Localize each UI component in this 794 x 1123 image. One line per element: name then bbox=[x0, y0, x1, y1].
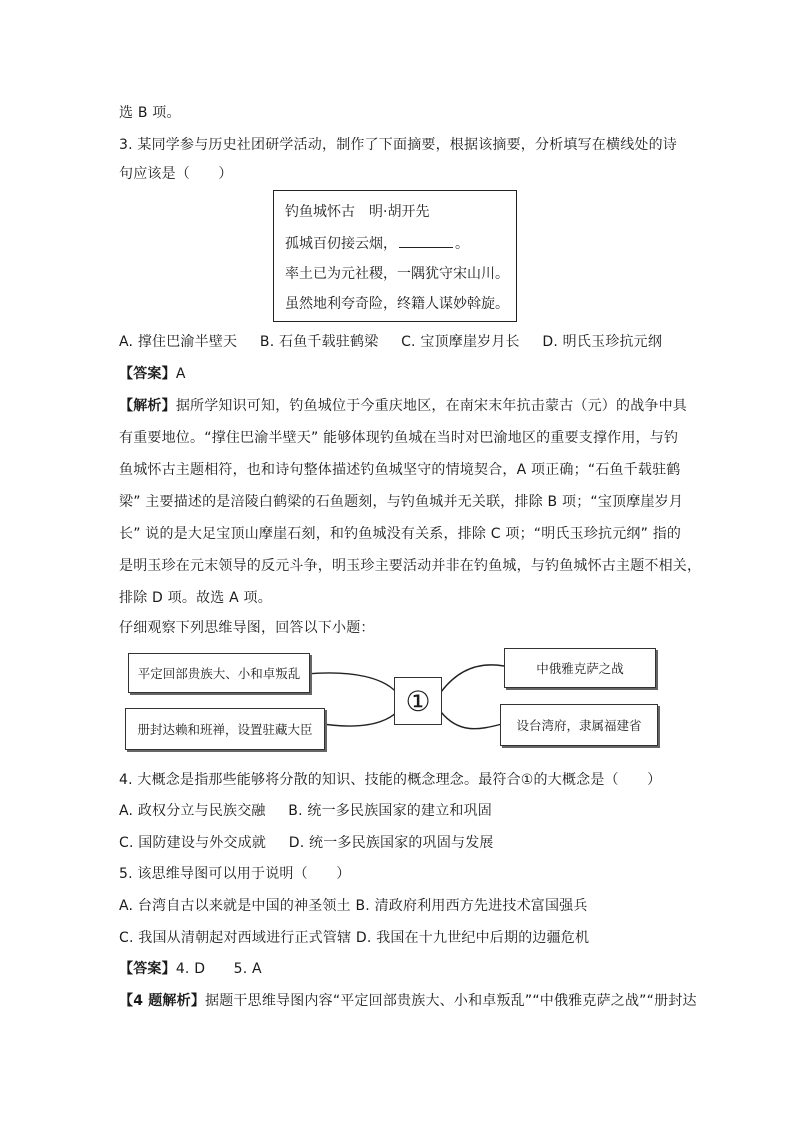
option-a: A. 撑住巴渝半壁天 bbox=[119, 334, 238, 350]
poem-line-1-end: 。 bbox=[455, 236, 469, 252]
mindmap-node-top-right: 中俄雅克萨之战 bbox=[504, 648, 656, 688]
q4-option-a: A. 政权分立与民族交融 bbox=[119, 803, 266, 819]
answer-4-5 bbox=[119, 959, 262, 979]
question-5-options-cd: C. 我国从清朝起对西域进行正式管辖 D. 我国在十九世纪中后期的边疆危机 bbox=[119, 930, 590, 946]
poem-line-1-text: 孤城百仞接云烟， bbox=[285, 236, 397, 252]
line-prev-answer: 选 B 项。 bbox=[119, 105, 181, 121]
question-5-stem: 5. 该思维导图可以用于说明（ ） bbox=[119, 866, 351, 882]
explanation-4-text: 据题干思维导图内容“平定回部贵族大、小和卓叛乱”“中俄雅克萨之战”“册封达 bbox=[205, 993, 697, 1009]
explanation-3-line-3: 鱼城怀古主题相符，也和诗句整体描述钓鱼城坚守的情境契合，A 项正确；“石鱼千载驻鹤 bbox=[119, 462, 681, 478]
explanation-3-line-5: 长” 说的是大足宝顶山摩崖石刻，和钓鱼城没有关系，排除 C 项；“明氏玉珍抗元纲” 指的 bbox=[119, 526, 682, 542]
poem-title: 钓鱼城怀古 明·胡开先 bbox=[285, 204, 430, 220]
q4-option-d: D. 统一多民族国家的巩固与发展 bbox=[288, 835, 494, 851]
answer-2-label: 【答案】 bbox=[119, 961, 176, 977]
option-d: D. 明氏玉珍抗元纲 bbox=[542, 334, 663, 350]
poem-line-3: 虽然地利夸奇险，终籍人谋妙斡旋。 bbox=[285, 296, 509, 312]
answer-value: A bbox=[175, 366, 186, 382]
explanation-4 bbox=[119, 991, 697, 1011]
poem-blank bbox=[399, 234, 453, 248]
q4-option-c: C. 国防建设与外交成就 bbox=[119, 835, 267, 851]
question-3-stem: 3. 某同学参与历史社团研学活动，制作了下面摘要，根据该摘要，分析填写在横线处的诗 bbox=[119, 137, 678, 153]
explanation-3-line-2: 有重要地位。“撑住巴渝半壁天” 能够体现钓鱼城在当时对巴渝地区的重要支撑作用，与钓 bbox=[119, 430, 679, 446]
poem-line-1 bbox=[285, 234, 469, 254]
mind-map bbox=[119, 646, 675, 756]
question-4-options-cd bbox=[119, 833, 512, 853]
answer-3 bbox=[119, 364, 186, 384]
explanation-3-line-1 bbox=[119, 396, 687, 416]
option-b: B. 石鱼千载驻鹤梁 bbox=[259, 334, 379, 350]
question-5-options-ab: A. 台湾自古以来就是中国的神圣领土 B. 清政府利用西方先进技术富国强兵 bbox=[119, 898, 588, 914]
question-4-options-ab bbox=[119, 801, 510, 821]
explanation-3-line-7: 排除 D 项。故选 A 项。 bbox=[119, 590, 272, 606]
explanation-4-label: 【4 题解析】 bbox=[119, 993, 206, 1009]
mindmap-node-bottom-left: 册封达赖和班禅，设置驻藏大臣 bbox=[125, 708, 325, 750]
mindmap-node-top-left: 平定回部贵族大、小和卓叛乱 bbox=[128, 653, 310, 693]
explanation-3-line-6: 是明玉珍在元末领导的反元斗争，明玉珍主要活动并非在钓鱼城，与钓鱼城怀古主题不相关， bbox=[119, 558, 702, 574]
q4-option-b: B. 统一多民族国家的建立和巩固 bbox=[288, 803, 493, 819]
option-c: C. 宝顶摩崖岁月长 bbox=[401, 334, 520, 350]
poem-box bbox=[273, 190, 517, 322]
question-3-stem-cont: 句应该是（ ） bbox=[119, 166, 233, 182]
question-4-stem: 4. 大概念是指那些能够将分散的知识、技能的概念理念。最符合①的大概念是（ ） bbox=[119, 772, 662, 788]
mindmap-node-bottom-right: 设台湾府，隶属福建省 bbox=[500, 704, 658, 746]
explanation-label: 【解析】 bbox=[119, 398, 176, 414]
answer-label: 【答案】 bbox=[119, 366, 176, 382]
question-3-options bbox=[119, 332, 680, 352]
poem-line-2: 率土已为元社稷，一隅犹守宋山川。 bbox=[285, 266, 509, 282]
explanation-text-1: 据所学知识可知，钓鱼城位于今重庆地区，在南宋末年抗击蒙古（元）的战争中具 bbox=[175, 398, 688, 414]
mindmap-intro: 仔细观察下列思维导图，回答以下小题： bbox=[119, 620, 375, 636]
explanation-3-line-4: 梁” 主要描述的是涪陵白鹤梁的石鱼题刻，与钓鱼城并无关联，排除 B 项；“宝顶摩崖岁月 bbox=[119, 494, 684, 510]
mindmap-center-node: ① bbox=[394, 677, 442, 725]
answer-2-value: 4. D 5. A bbox=[175, 961, 262, 977]
